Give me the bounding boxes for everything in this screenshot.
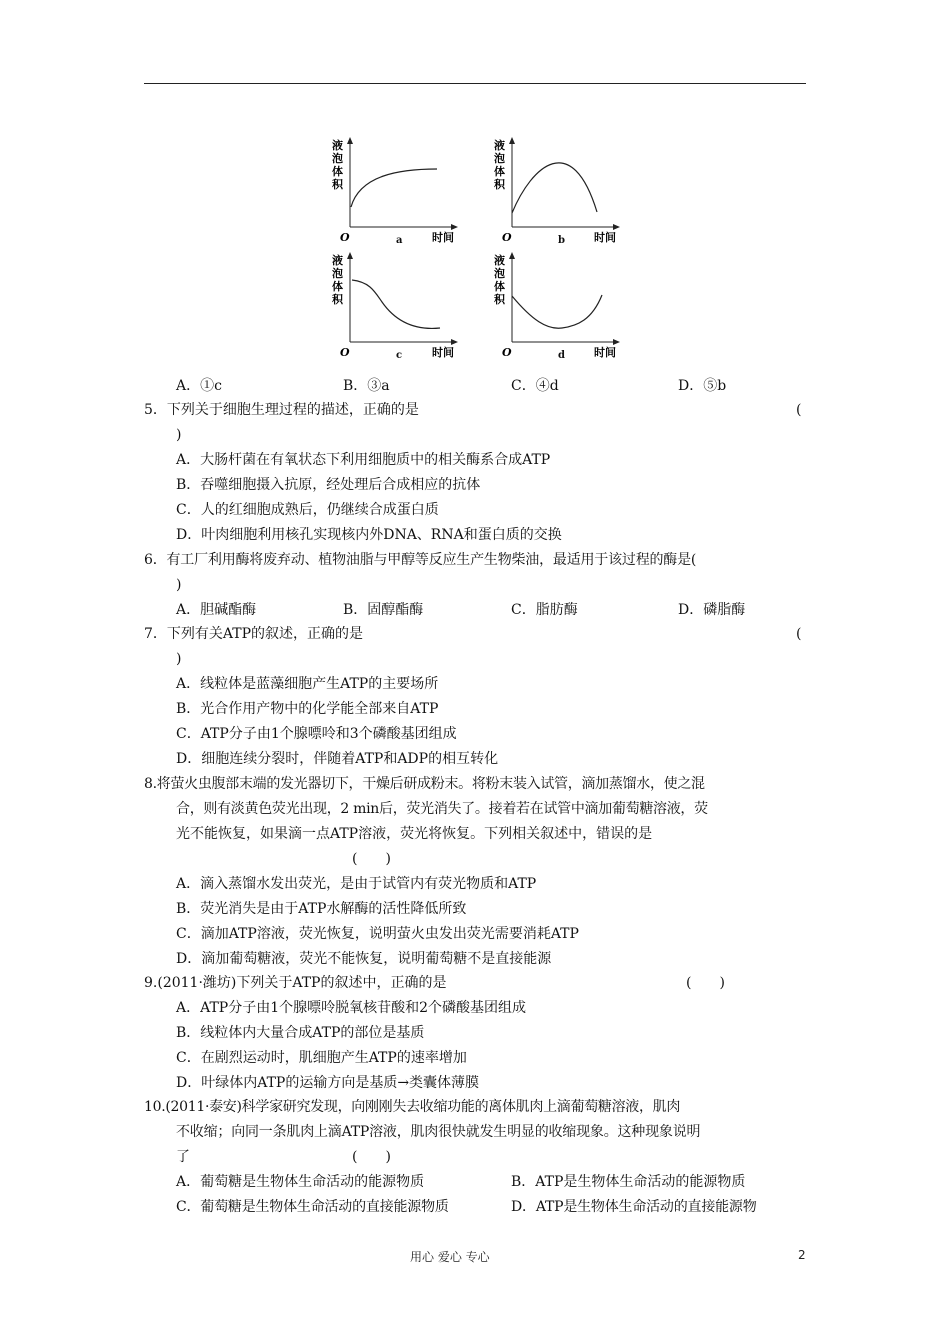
q5-option-d: D．叶肉细胞利用核孔实现核内外DNA、RNA和蛋白质的交换 — [176, 527, 562, 543]
y-axis-label-char: 泡 — [494, 267, 505, 280]
y-axis-arrow — [509, 252, 515, 259]
y-axis-label-char: 积 — [332, 293, 343, 306]
q5-option-b: B．吞噬细胞摄入抗原，经处理后合成相应的抗体 — [176, 477, 481, 493]
q8-stem-line-1: 8.将萤火虫腹部末端的发光器切下，干燥后研成粉末。将粉末装入试管，滴加蒸馏水，使之混 — [144, 776, 705, 792]
q10-option-b: B．ATP是生物体生命活动的能源物质 — [511, 1174, 746, 1190]
y-axis-label-char: 液 — [494, 139, 505, 152]
y-axis-label-char: 积 — [494, 293, 505, 306]
q10-option-d: D．ATP是生物体生命活动的直接能源物 — [511, 1199, 757, 1215]
header-rule — [144, 83, 806, 84]
q10-option-a: A．葡萄糖是生物体生命活动的能源物质 — [176, 1174, 425, 1190]
graph-c — [330, 250, 470, 360]
q6-option-c: C．脂肪酶 — [511, 602, 578, 618]
q6-option-a: A．胆碱酯酶 — [176, 602, 257, 618]
y-axis-label-char: 液 — [494, 254, 505, 267]
q6-option-d: D．磷脂酶 — [678, 602, 746, 618]
q8-stem-line-2: 合，则有淡黄色荧光出现，2 min后，荧光消失了。接着若在试管中滴加葡萄糖溶液，荧 — [176, 801, 708, 817]
q8-stem-line-3: 光不能恢复，如果滴一点ATP溶液，荧光将恢复。下列相关叙述中，错误的是 — [176, 826, 653, 842]
origin-label: O — [340, 346, 350, 359]
graph-label-a: a — [396, 235, 403, 246]
q4-option-d: D．⑤b — [678, 378, 727, 394]
q6-answer-paren-close: ) — [176, 577, 182, 593]
y-axis-label-char: 泡 — [332, 152, 343, 165]
y-axis-arrow — [509, 137, 515, 144]
y-axis-arrow — [347, 137, 353, 144]
q10-option-c: C．葡萄糖是生物体生命活动的直接能源物质 — [176, 1199, 449, 1215]
y-axis-label-char: 积 — [332, 178, 343, 191]
graph-a — [330, 135, 470, 245]
y-axis-label-char: 液 — [332, 254, 343, 267]
q4-option-a: A．①c — [176, 378, 222, 394]
graph-label-b: b — [558, 235, 565, 246]
graph-b — [492, 135, 632, 245]
q10-stem-line-2: 不收缩；向同一条肌肉上滴ATP溶液，肌肉很快就发生明显的收缩现象。这种现象说明 — [176, 1124, 701, 1140]
q5-option-a: A．大肠杆菌在有氧状态下利用细胞质中的相关酶系合成ATP — [176, 452, 551, 468]
graph-label-c: c — [396, 350, 403, 361]
q6-stem: 6．有工厂利用酶将废弃动、植物油脂与甲醇等反应生产生物柴油，最适用于该过程的酶是( — [144, 552, 697, 568]
y-axis-label-char: 体 — [332, 165, 343, 178]
q8-answer-paren: ( ) — [352, 851, 391, 867]
origin-label: O — [502, 346, 512, 359]
y-axis-label-char: 积 — [494, 178, 505, 191]
x-axis-label: 时间 — [432, 231, 454, 244]
x-axis-arrow — [613, 339, 620, 345]
q10-stem-line-1: 10.(2011·泰安)科学家研究发现，向刚刚失去收缩功能的离体肌肉上滴葡萄糖溶液，肌肉 — [144, 1099, 681, 1115]
footer-slogan: 用心 爱心 专心 — [410, 1250, 490, 1264]
y-axis-arrow — [347, 252, 353, 259]
q4-option-c: C．④d — [511, 378, 559, 394]
x-axis-label: 时间 — [594, 231, 616, 244]
q8-option-a: A．滴入蒸馏水发出荧光，是由于试管内有荧光物质和ATP — [176, 876, 537, 892]
page-number: 2 — [798, 1248, 806, 1262]
q5-answer-paren-open: ( — [796, 402, 802, 418]
curve-fall-then-plateau — [352, 280, 440, 328]
q5-option-c: C．人的红细胞成熟后，仍继续合成蛋白质 — [176, 502, 439, 518]
q9-answer-paren: ( ) — [686, 975, 725, 991]
y-axis-label-char: 泡 — [494, 152, 505, 165]
q5-stem: 5．下列关于细胞生理过程的描述，正确的是 — [144, 402, 419, 418]
q9-option-c: C．在剧烈运动时，肌细胞产生ATP的速率增加 — [176, 1050, 467, 1066]
q10-stem-line-3: 了 — [176, 1149, 190, 1165]
q8-option-b: B．荧光消失是由于ATP水解酶的活性降低所致 — [176, 901, 467, 917]
q10-answer-paren: ( ) — [352, 1149, 391, 1165]
q8-option-d: D．滴加葡萄糖液，荧光不能恢复，说明葡萄糖不是直接能源 — [176, 951, 552, 967]
origin-label: O — [340, 231, 350, 244]
graph-d — [492, 250, 632, 360]
q7-answer-paren-close: ) — [176, 651, 182, 667]
q5-answer-paren-close: ) — [176, 427, 182, 443]
q4-option-b: B．③a — [343, 378, 390, 394]
q6-option-b: B．固醇酯酶 — [343, 602, 424, 618]
x-axis-label: 时间 — [594, 346, 616, 359]
q7-option-b: B．光合作用产物中的化学能全部来自ATP — [176, 701, 439, 717]
q7-option-d: D．细胞连续分裂时，伴随着ATP和ADP的相互转化 — [176, 751, 499, 767]
q7-answer-paren-open: ( — [796, 626, 802, 642]
x-axis-arrow — [451, 224, 458, 230]
curve-rise-then-fall — [512, 163, 597, 213]
y-axis-label-char: 体 — [494, 280, 505, 293]
graph-label-d: d — [558, 350, 565, 361]
x-axis-arrow — [451, 339, 458, 345]
y-axis-label-char: 体 — [332, 280, 343, 293]
y-axis-label-char: 体 — [494, 165, 505, 178]
q7-stem: 7．下列有关ATP的叙述，正确的是 — [144, 626, 364, 642]
q9-stem: 9.(2011·潍坊)下列关于ATP的叙述中，正确的是 — [144, 975, 447, 991]
q9-option-d: D．叶绿体内ATP的运输方向是基质→类囊体薄膜 — [176, 1075, 480, 1091]
q7-option-c: C．ATP分子由1个腺嘌呤和3个磷酸基团组成 — [176, 726, 457, 742]
q9-option-a: A．ATP分子由1个腺嘌呤脱氧核苷酸和2个磷酸基团组成 — [176, 1000, 527, 1016]
y-axis-label-char: 泡 — [332, 267, 343, 280]
x-axis-arrow — [613, 224, 620, 230]
q8-option-c: C．滴加ATP溶液，荧光恢复，说明萤火虫发出荧光需要消耗ATP — [176, 926, 579, 942]
x-axis-label: 时间 — [432, 346, 454, 359]
curve-rise-then-plateau — [351, 169, 437, 207]
q7-option-a: A．线粒体是蓝藻细胞产生ATP的主要场所 — [176, 676, 439, 692]
origin-label: O — [502, 231, 512, 244]
q9-option-b: B．线粒体内大量合成ATP的部位是基质 — [176, 1025, 425, 1041]
curve-fall-then-rise — [512, 295, 602, 328]
y-axis-label-char: 液 — [332, 139, 343, 152]
